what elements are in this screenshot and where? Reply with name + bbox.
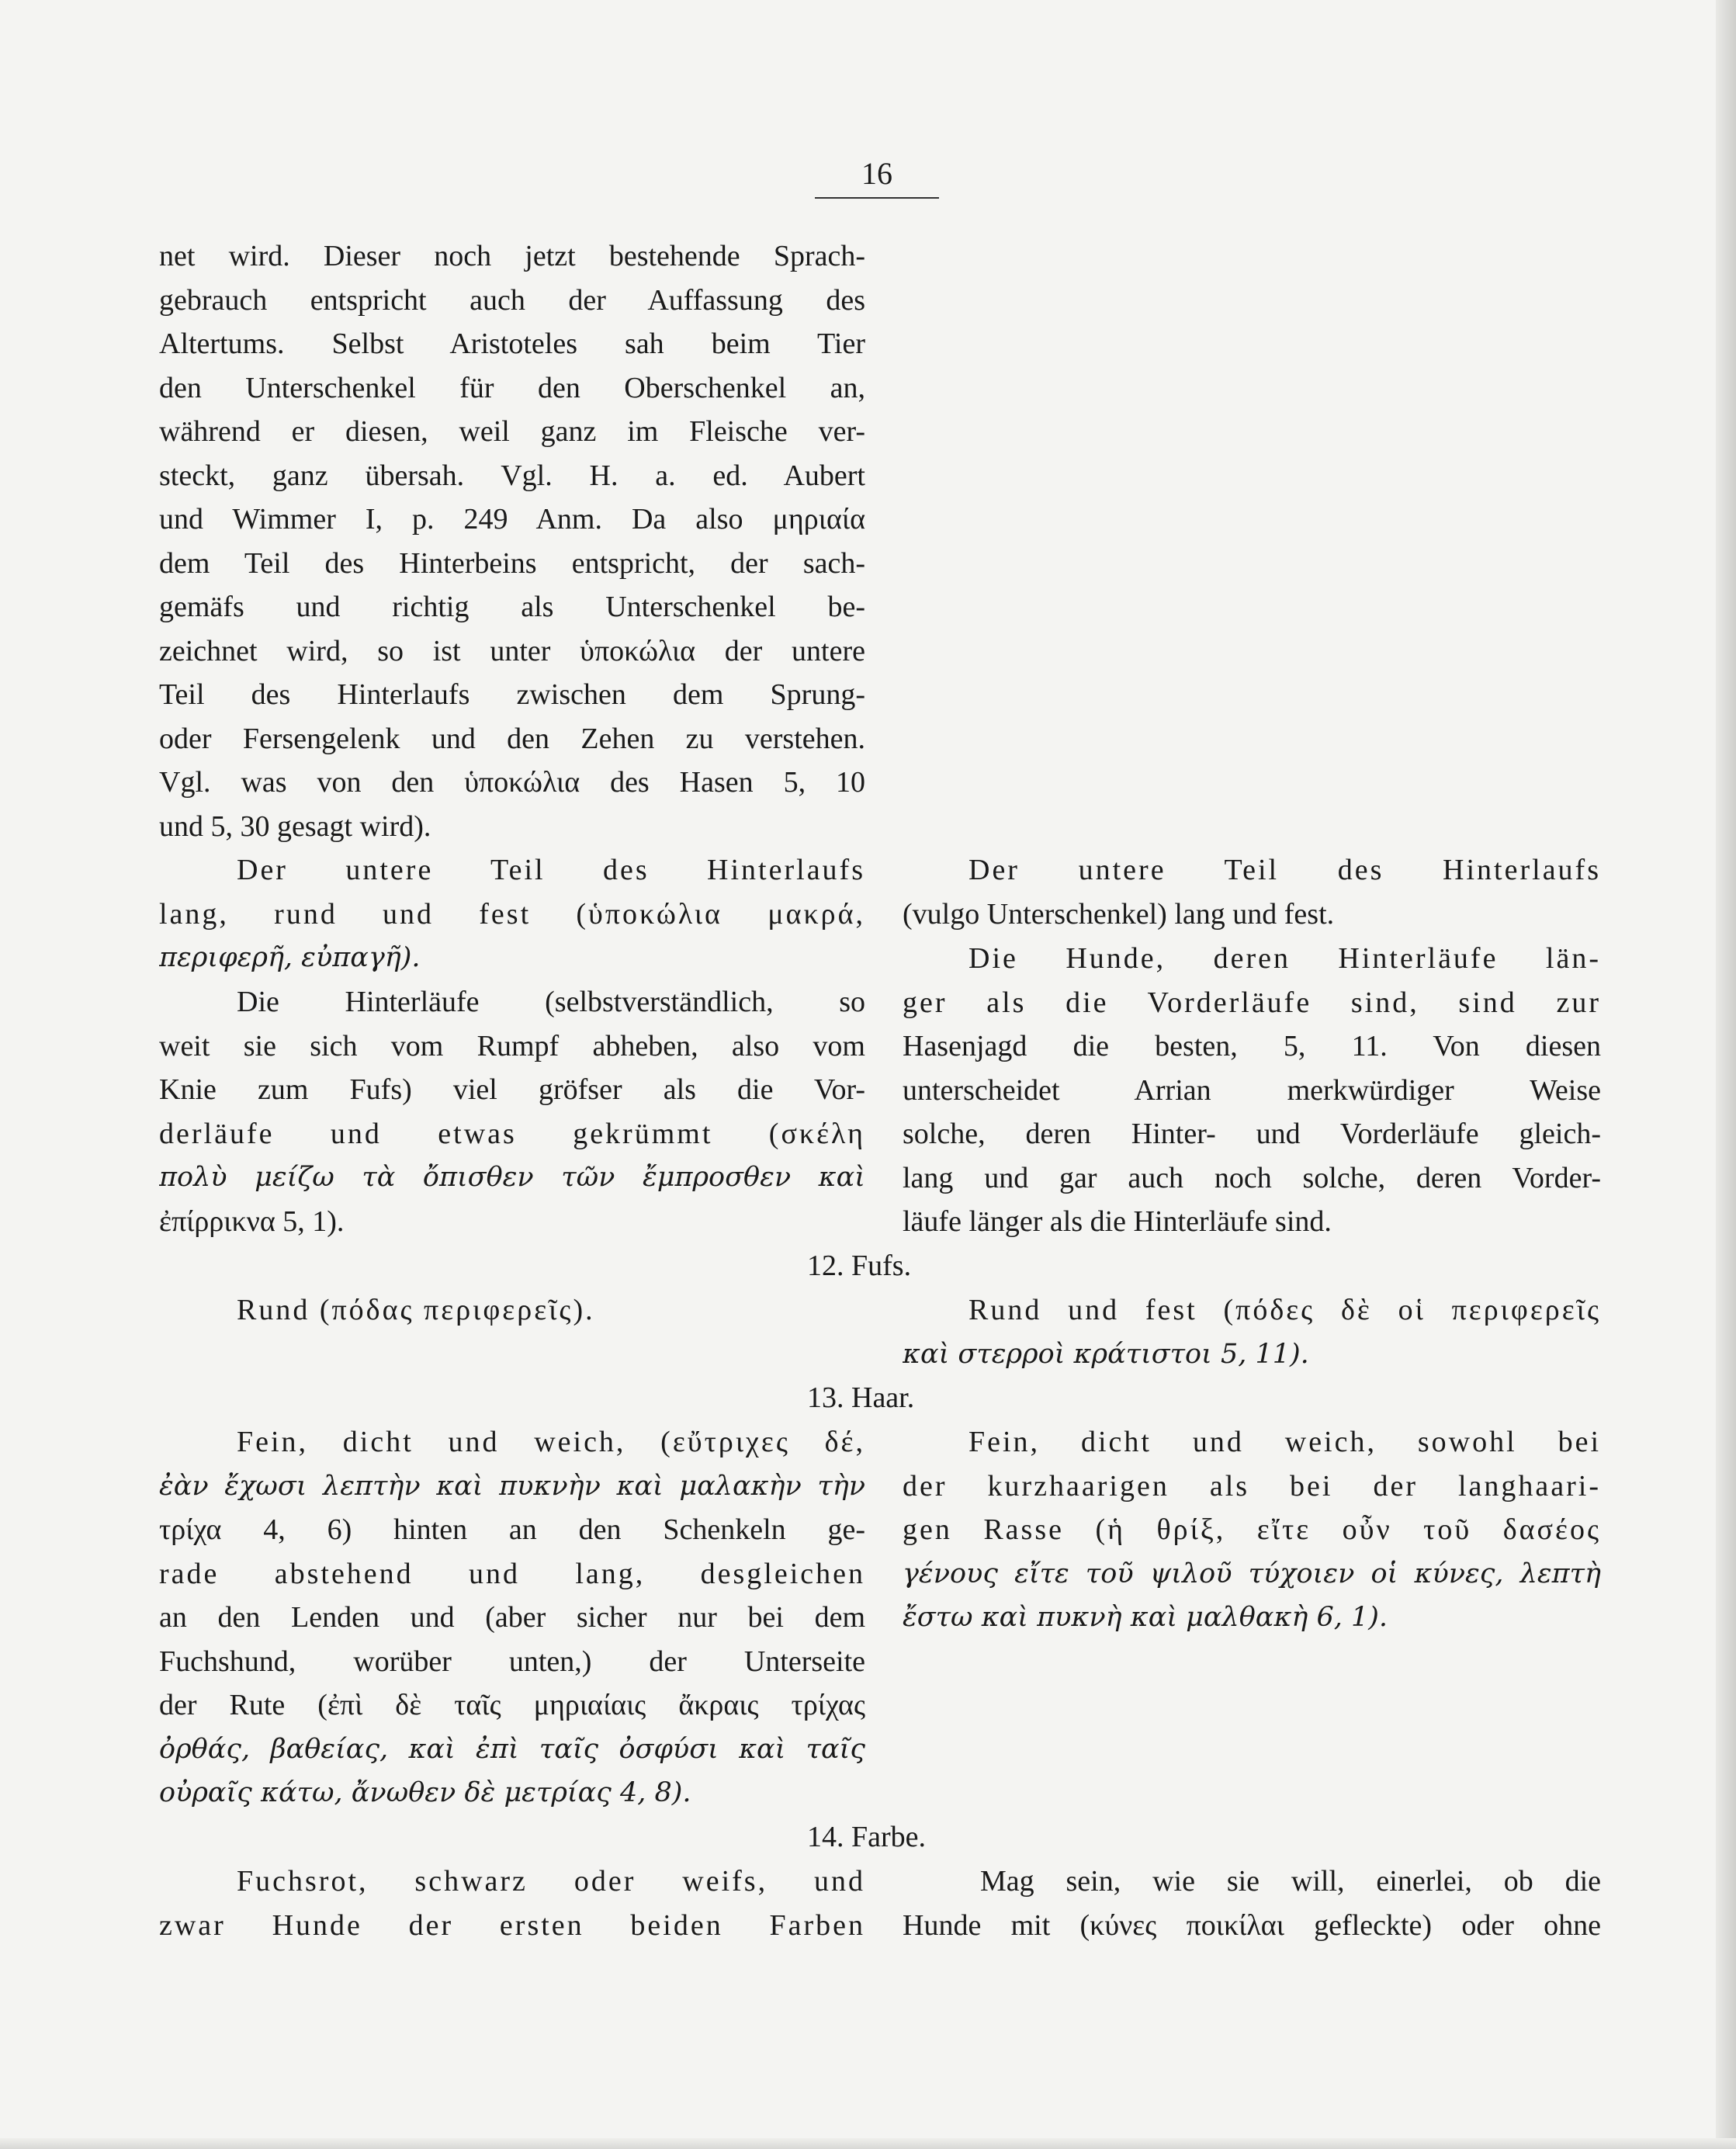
text-line: Altertums. Selbst Aristoteles sah beim Tier [159,328,865,360]
text-line: Mag sein, wie sie will, einerlei, ob die [980,1865,1601,1898]
text-line: während er diesen, weil ganz im Fleische ver- [159,415,865,448]
section-heading-foot: 12. Fufs. [807,1250,912,1282]
right-foot-paragraph [903,1288,1601,1376]
text-line: (vulgo Unterschenkel) lang und fest. [903,897,1335,931]
left-hind-legs-paragraph [159,980,865,1243]
right-color-paragraph [903,1860,1601,1947]
text-line: Fuchshund, worüber unten,) der Unterseite [159,1645,865,1678]
text-line: gebrauch entspricht auch der Auffassung des [159,283,865,317]
text-line: Hasenjagd die besten, 5, 11. Von diesen [903,1030,1601,1062]
text-line: ἐπίρρικνα 5, 1). [159,1204,345,1238]
left-column [159,0,865,2149]
text-line: unterscheidet Arrian merkwürdiger Weise [903,1073,1601,1107]
right-hind-lower-paragraph [903,848,1601,936]
left-foot-paragraph [159,1288,865,1333]
text-line: ger als die Vorderläufe sind, sind zur [903,986,1601,1019]
text-line: lang, rund und fest (ὑποκώλια μακρά, [159,897,865,931]
text-line: Teil des Hinterlaufs zwischen dem Sprung- [159,678,865,711]
text-line: läufe länger als die Hinterläufe sind. [903,1205,1332,1238]
right-hind-legs-paragraph [903,937,1601,1244]
text-line: Hunde mit (κύνες ποικίλαι gefleckte) oder ohne [903,1908,1601,1942]
text-line: Die Hunde, deren Hinterläufe län- [968,942,1601,975]
greek-text-line: ἔστω καὶ πυκνὴ καὶ μαλθακὴ 6, 1). [903,1602,1388,1633]
left-hind-lower-paragraph [159,848,865,980]
text-line: Fein, dicht und weich, (εὔτριχες δέ, [237,1426,865,1458]
greek-text-line: πολὺ μείζω τὰ ὄπισθεν τῶν ἔμπροσθεν καὶ [159,1162,865,1193]
right-column [903,0,1601,2149]
text-line: Fein, dicht und weich, sowohl bei [968,1426,1601,1458]
text-line: Der untere Teil des Hinterlaufs [237,854,865,886]
greek-text-line: καὶ στερροὶ κράτιστοι 5, 11). [903,1338,1309,1370]
text-line: und 5, 30 gesagt wird). [159,809,431,843]
greek-text-line: περιφερῆ, εὐπαγῆ). [159,942,421,973]
text-line: derläufe und etwas gekrümmt (σκέλη [159,1117,865,1150]
text-line: τρίχα 4, 6) hinten an den Schenkeln ge- [159,1513,865,1546]
text-line: oder Fersengelenk und den Zehen zu verstehen. [159,722,865,755]
page-number: 16 [861,156,892,191]
text-line: den Unterschenkel für den Oberschenkel an, [159,371,865,404]
section-heading-hair: 13. Haar. [807,1381,915,1414]
text-line: dem Teil des Hinterbeins entspricht, der sach- [159,546,865,580]
greek-text-line: γένους εἴτε τοῦ ψιλοῦ τύχοιεν οἱ κύνες, λεπτὴ [903,1558,1601,1589]
scan-edge-shadow [1716,0,1736,2149]
left-intro-paragraph [159,234,865,848]
left-hair-paragraph [159,1420,865,1815]
text-line: steckt, ganz übersah. Vgl. H. a. ed. Aubert [159,459,865,492]
text-line: zeichnet wird, so ist unter ὑποκώλια der untere [159,634,865,667]
text-line: der kurzhaarigen als bei der langhaari- [903,1469,1601,1503]
left-color-paragraph [159,1860,865,1947]
greek-text-line: οὐραῖς κάτω, ἄνωθεν δὲ μετρίας 4, 8). [159,1777,691,1808]
text-line: Der untere Teil des Hinterlaufs [968,854,1601,886]
right-hair-paragraph [903,1420,1601,1640]
text-line: weit sie sich vom Rumpf abheben, also vom [159,1029,865,1062]
greek-text-line: ὀρθάς, βαθείας, καὶ ἐπὶ ταῖς ὀσφύσι καὶ ταῖς [159,1733,865,1765]
text-line: Fuchsrot, schwarz oder weifs, und [237,1865,865,1898]
text-line: rade abstehend und lang, desgleichen [159,1557,865,1590]
text-line: Die Hinterläufe (selbstverständlich, so [237,986,865,1018]
text-line: solche, deren Hinter- und Vorderläufe gleich- [903,1118,1601,1150]
text-line: Rund und fest (πόδες δὲ οἱ περιφερεῖς [968,1294,1601,1326]
greek-text-line: ἐὰν ἔχωσι λεπτὴν καὶ πυκνὴν καὶ μαλακὴν τὴν [159,1470,865,1502]
text-line: Knie zum Fufs) viel gröfser als die Vor- [159,1073,865,1106]
text-line: lang und gar auch noch solche, deren Vorder- [903,1161,1601,1194]
text-line: Vgl. was von den ὑποκώλια des Hasen 5, 10 [159,766,865,799]
section-heading-color: 14. Farbe. [807,1821,927,1853]
text-line: gen Rasse (ἡ θρίξ, εἴτε οὖν τοῦ δασέος [903,1513,1601,1546]
text-line: der Rute (ἐπὶ δὲ ταῖς μηριαίαις ἄκραις τρίχας [159,1689,865,1721]
text-line: Rund (πόδας περιφερεῖς). [237,1294,595,1326]
text-line: und Wimmer I, p. 249 Anm. Da also μηριαία [159,503,865,536]
text-line: an den Lenden und (aber sicher nur bei dem [159,1601,865,1634]
text-line: gemäfs und richtig als Unterschenkel be- [159,591,865,623]
text-line: zwar Hunde der ersten beiden Farben [159,1908,865,1942]
text-line: net wird. Dieser noch jetzt bestehende Sprach- [159,240,865,272]
